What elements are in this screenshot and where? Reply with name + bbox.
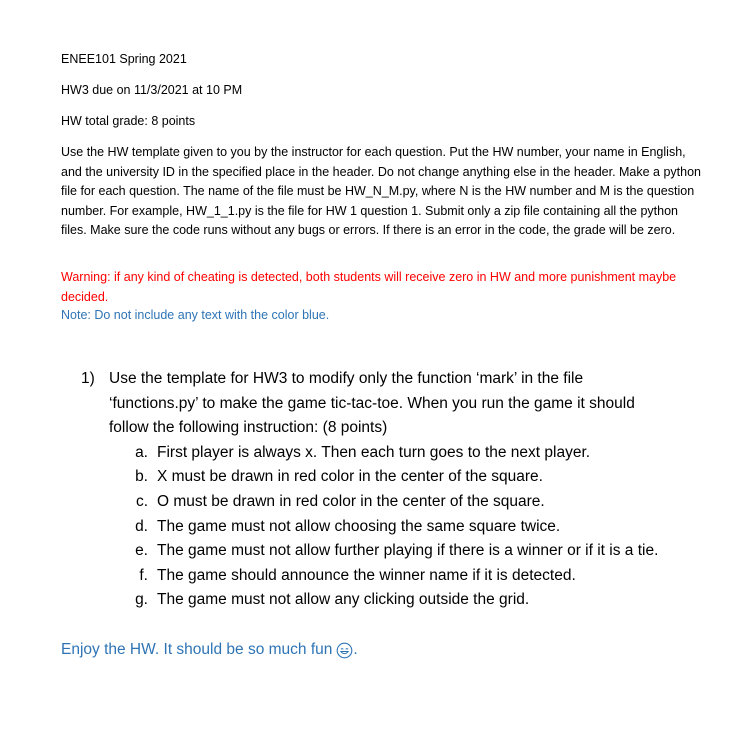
closing-line (61, 641, 358, 659)
closing-text: Enjoy the HW. It should be so much fun (61, 641, 333, 658)
list-item-label: d. (135, 517, 148, 535)
closing-period: . (353, 641, 358, 658)
list-item-text: O must be drawn in red color in the center of the square. (157, 492, 545, 510)
list-item-label: a. (135, 443, 148, 461)
list-item (61, 515, 721, 540)
requirements-list (61, 441, 721, 613)
list-item (61, 441, 721, 466)
list-item-label: g. (135, 591, 148, 609)
question-number: 1) (81, 370, 95, 387)
list-item (61, 490, 721, 515)
list-item-text: X must be drawn in red color in the center of the square. (157, 468, 543, 486)
question-1-prompt (61, 367, 721, 441)
cheating-warning: Warning: if any kind of cheating is detected, both students will receive zero in HW and more punishment maybe decided. (61, 270, 677, 304)
list-item (61, 564, 721, 589)
total-grade: HW total grade: 8 points (61, 114, 196, 128)
list-item-text: The game must not allow further playing if there is a winner or if it is a tie. (157, 542, 659, 560)
question-text: Use the template for HW3 to modify only the function ‘mark’ in the file ‘functions.py’ to make the game tic-tac-toe. When you run the game it should follow the following instruction: (8 points) (109, 370, 635, 437)
list-item-text: The game must not allow choosing the same square twice. (157, 517, 561, 535)
course-title: ENEE101 Spring 2021 (61, 52, 187, 66)
list-item-label: c. (135, 492, 148, 510)
list-item (61, 539, 721, 564)
list-item (61, 588, 721, 613)
blue-text-note: Note: Do not include any text with the color blue. (61, 308, 330, 322)
list-item-text: The game must not allow any clicking outside the grid. (157, 591, 530, 609)
list-item-label: b. (135, 468, 148, 486)
question-1 (61, 367, 721, 613)
list-item (61, 465, 721, 490)
smiley-face-icon (336, 642, 353, 659)
instructions-paragraph: Use the HW template given to you by the instructor for each question. Put the HW number, your name in English, and the university ID in the specified place in the header. Do not change anything else in the header. Make a python file for each question. The name of the file must be HW_N_M.py, where N is the HW number and M is the question number. For example, HW_1_1.py is the file for HW 1 question 1. Submit only a zip file containing all the python files. Make sure the code runs without any bugs or errors. If there is an error in the code, the grade will be zero. (61, 145, 702, 237)
list-item-label: e. (135, 542, 148, 560)
list-item-label: f. (139, 566, 148, 584)
due-date: HW3 due on 11/3/2021 at 10 PM (61, 83, 243, 97)
list-item-text: First player is always x. Then each turn goes to the next player. (157, 443, 591, 461)
list-item-text: The game should announce the winner name if it is detected. (157, 566, 576, 584)
